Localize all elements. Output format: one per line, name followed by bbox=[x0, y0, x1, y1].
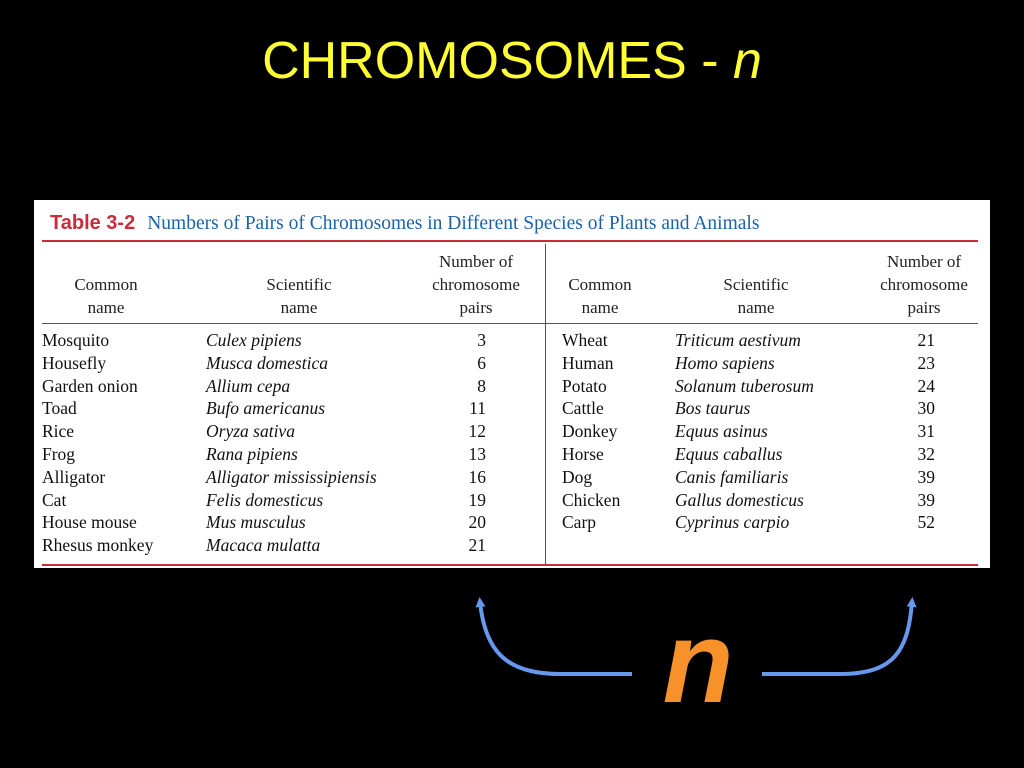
scientific-name-cell: Macaca mulatta bbox=[206, 535, 321, 556]
n-label: n bbox=[662, 597, 734, 727]
header-line: name bbox=[280, 298, 318, 317]
scientific-name-cell: Gallus domesticus bbox=[675, 489, 804, 510]
scientific-name-cell: Felis domesticus bbox=[206, 489, 324, 510]
common-name-cell: House mouse bbox=[42, 512, 137, 533]
header-line: chromosome bbox=[880, 275, 968, 294]
pairs-count-cell: 6 bbox=[477, 352, 486, 373]
header-line: Scientific bbox=[723, 275, 789, 294]
header-line: Number of bbox=[886, 252, 962, 271]
scientific-name-cell: Bos taurus bbox=[675, 398, 751, 419]
pairs-count-cell: 20 bbox=[468, 512, 486, 533]
common-name-cell: Cat bbox=[42, 489, 67, 510]
table-description: Numbers of Pairs of Chromosomes in Different Species of Plants and Animals bbox=[147, 213, 760, 234]
scientific-name-cell: Triticum aestivum bbox=[675, 330, 801, 350]
header-line: name bbox=[581, 298, 619, 317]
pairs-count-cell: 24 bbox=[917, 375, 935, 396]
common-name-cell: Horse bbox=[562, 444, 604, 464]
scientific-name-cell: Mus musculus bbox=[206, 512, 306, 533]
pairs-count-cell: 19 bbox=[468, 489, 486, 510]
common-name-cell: Mosquito bbox=[42, 330, 110, 350]
common-name-cell: Donkey bbox=[562, 421, 618, 442]
scientific-name-cell: Musca domestica bbox=[206, 352, 328, 373]
pairs-count-cell: 39 bbox=[917, 489, 935, 510]
common-name-cell: Garden onion bbox=[42, 375, 138, 396]
common-name-cell: Frog bbox=[42, 444, 76, 464]
pairs-count-cell: 12 bbox=[468, 421, 486, 442]
pairs-count-cell: 52 bbox=[917, 512, 935, 533]
scientific-name-cell: Rana pipiens bbox=[206, 444, 298, 464]
left-arrow bbox=[480, 602, 632, 674]
common-name-cell: Carp bbox=[562, 512, 597, 533]
common-name-cell: Chicken bbox=[562, 489, 621, 510]
common-name-cell: Rice bbox=[42, 421, 75, 442]
header-line: chromosome bbox=[432, 275, 520, 294]
common-name-cell: Cattle bbox=[562, 398, 604, 419]
pairs-count-cell: 32 bbox=[917, 444, 935, 464]
scientific-name-cell: Solanum tuberosum bbox=[675, 375, 814, 396]
table-number: Table 3-2 bbox=[50, 212, 136, 234]
common-name-cell: Dog bbox=[562, 466, 593, 487]
scientific-name-cell: Allium cepa bbox=[206, 375, 291, 396]
pairs-count-cell: 8 bbox=[477, 375, 486, 396]
header-line: pairs bbox=[459, 298, 493, 317]
pairs-count-cell: 31 bbox=[917, 421, 935, 442]
scientific-name-cell: Bufo americanus bbox=[206, 398, 326, 419]
scientific-name-cell: Culex pipiens bbox=[206, 330, 302, 350]
common-name-cell: Human bbox=[562, 352, 614, 373]
pairs-count-cell: 21 bbox=[468, 535, 486, 556]
right-arrow bbox=[762, 602, 912, 674]
pairs-count-cell: 23 bbox=[917, 352, 935, 373]
header-line: Common bbox=[568, 275, 632, 294]
pairs-count-cell: 16 bbox=[468, 466, 486, 487]
common-name-cell: Housefly bbox=[42, 352, 107, 373]
slide-title-variable: n bbox=[732, 32, 762, 90]
header-line: Number of bbox=[438, 252, 514, 271]
scientific-name-cell: Canis familiaris bbox=[675, 466, 789, 487]
common-name-cell: Toad bbox=[42, 398, 77, 419]
common-name-cell: Potato bbox=[562, 375, 607, 396]
scientific-name-cell: Oryza sativa bbox=[206, 421, 295, 442]
pairs-count-cell: 11 bbox=[469, 398, 486, 419]
pairs-count-cell: 30 bbox=[917, 398, 935, 419]
pairs-count-cell: 39 bbox=[917, 466, 935, 487]
common-name-cell: Alligator bbox=[42, 466, 106, 487]
header-line: name bbox=[87, 298, 125, 317]
slide-title-text: CHROMOSOMES - bbox=[262, 32, 733, 90]
scientific-name-cell: Homo sapiens bbox=[675, 352, 775, 373]
scientific-name-cell: Cyprinus carpio bbox=[675, 512, 790, 533]
pairs-count-cell: 3 bbox=[477, 330, 486, 350]
header-line: name bbox=[737, 298, 775, 317]
header-line: pairs bbox=[907, 298, 941, 317]
scientific-name-cell: Alligator mississipiensis bbox=[206, 466, 377, 487]
scientific-name-cell: Equus caballus bbox=[675, 444, 783, 464]
scientific-name-cell: Equus asinus bbox=[675, 421, 768, 442]
pairs-count-cell: 21 bbox=[917, 330, 935, 350]
header-line: Scientific bbox=[266, 275, 332, 294]
pairs-count-cell: 13 bbox=[468, 444, 486, 464]
header-line: Common bbox=[74, 275, 138, 294]
common-name-cell: Wheat bbox=[562, 330, 608, 350]
common-name-cell: Rhesus monkey bbox=[42, 535, 154, 556]
